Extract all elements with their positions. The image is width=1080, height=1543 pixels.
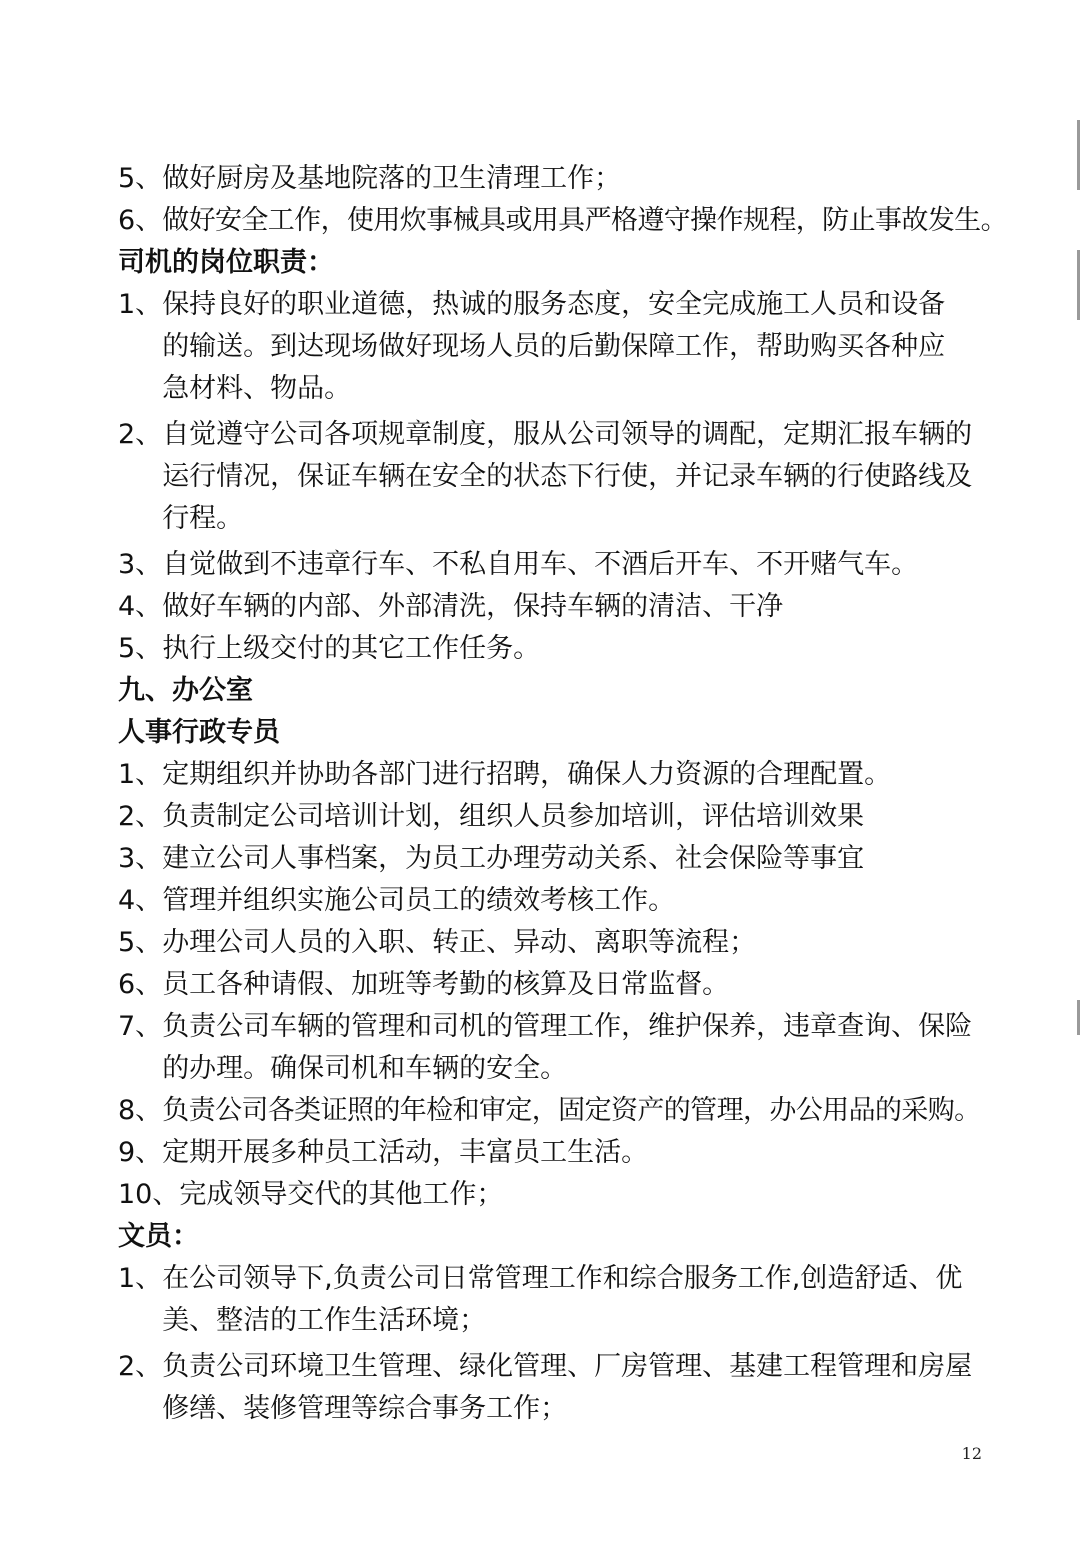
item-text: 做好安全工作，使用炊事械具或用具严格遵守操作规程，防止事故发生。	[162, 205, 1007, 236]
item-number: 4、	[118, 885, 163, 916]
item-number: 1、	[118, 1263, 163, 1294]
list-item	[118, 838, 978, 880]
item-text: 自觉遵守公司各项规章制度，服从公司领导的调配，定期汇报车辆的运行情况，保证车辆在安全的状态下行使，并记录车辆的行使路线及行程。	[162, 419, 973, 534]
item-number: 4、	[118, 591, 163, 622]
item-text: 执行上级交付的其它工作任务。	[162, 633, 541, 664]
item-text: 完成领导交代的其他工作；	[179, 1179, 504, 1210]
item-text: 自觉做到不违章行车、不私自用车、不酒后开车、不开赌气车。	[162, 549, 919, 580]
item-number: 2、	[118, 1351, 163, 1382]
section-heading-driver: 司机的岗位职责：	[118, 247, 334, 278]
page-content	[118, 158, 1007, 1430]
subsection-heading-clerk: 文员：	[118, 1221, 199, 1252]
item-text: 负责公司车辆的管理和司机的管理工作，维护保养，违章查询、保险的办理。确保司机和车辆的安全。	[162, 1011, 973, 1084]
item-number: 3、	[118, 843, 163, 874]
list-item	[118, 964, 978, 1006]
item-number: 7、	[118, 1011, 163, 1042]
item-text: 定期开展多种员工活动，丰富员工生活。	[162, 1137, 649, 1168]
list-item	[118, 284, 978, 410]
list-item	[118, 586, 978, 628]
item-text: 做好厨房及基地院落的卫生清理工作；	[162, 163, 622, 194]
list-item	[118, 1090, 981, 1132]
item-text: 管理并组织实施公司员工的绩效考核工作。	[162, 885, 676, 916]
item-number: 5、	[118, 927, 163, 958]
item-number: 9、	[118, 1137, 163, 1168]
section-heading-office: 九、办公室	[118, 675, 253, 706]
item-number: 8、	[118, 1095, 163, 1126]
page-number: 12	[961, 1444, 982, 1463]
item-text: 做好车辆的内部、外部清洗，保持车辆的清洁、干净	[162, 591, 784, 622]
item-text: 负责公司各类证照的年检和审定，固定资产的管理，办公用品的采购。	[162, 1095, 981, 1126]
list-item	[118, 1346, 978, 1430]
list-item	[118, 1006, 978, 1090]
item-text: 建立公司人事档案，为员工办理劳动关系、社会保险等事宜	[162, 843, 865, 874]
item-text: 定期组织并协助各部门进行招聘，确保人力资源的合理配置。	[162, 759, 892, 790]
list-item	[118, 754, 978, 796]
list-item	[118, 880, 978, 922]
list-item	[118, 158, 978, 200]
item-text: 员工各种请假、加班等考勤的核算及日常监督。	[162, 969, 730, 1000]
item-number: 2、	[118, 419, 163, 450]
item-text: 负责公司环境卫生管理、绿化管理、厂房管理、基建工程管理和房屋修缮、装修管理等综合事务工作；	[162, 1351, 973, 1424]
item-text: 负责制定公司培训计划，组织人员参加培训，评估培训效果	[162, 801, 865, 832]
item-number: 5、	[118, 633, 163, 664]
list-item	[118, 414, 978, 540]
list-item	[118, 200, 1007, 242]
item-text: 在公司领导下,负责公司日常管理工作和综合服务工作,创造舒适、优美、整洁的工作生活环境；	[162, 1263, 963, 1336]
item-number: 1、	[118, 289, 163, 320]
item-number: 3、	[118, 549, 163, 580]
item-text: 办理公司人员的入职、转正、异动、离职等流程；	[162, 927, 757, 958]
item-number: 5、	[118, 163, 163, 194]
item-number: 6、	[118, 969, 163, 1000]
item-number: 6、	[118, 205, 163, 236]
list-item	[118, 628, 978, 670]
item-number: 10、	[118, 1179, 180, 1210]
item-number: 2、	[118, 801, 163, 832]
list-item	[118, 922, 978, 964]
list-item	[118, 1174, 978, 1216]
subsection-heading-hr: 人事行政专员	[118, 717, 280, 748]
list-item	[118, 796, 978, 838]
item-text: 保持良好的职业道德，热诚的服务态度，安全完成施工人员和设备的输送。到达现场做好现场人员的后勤保障工作，帮助购买各种应急材料、物品。	[162, 289, 946, 404]
list-item	[118, 1258, 978, 1342]
list-item	[118, 1132, 978, 1174]
list-item	[118, 544, 978, 586]
item-number: 1、	[118, 759, 163, 790]
